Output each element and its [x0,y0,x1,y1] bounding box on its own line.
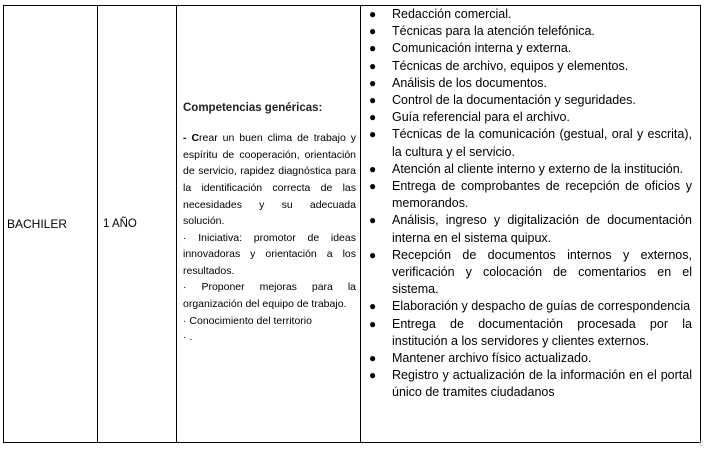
duration-cell [98,6,177,443]
task-item [367,109,692,126]
task-item [367,126,692,160]
task-text: Técnicas de archivo, equipos y elementos. [392,58,629,73]
task-item [367,92,692,109]
bullet-icon: ● [369,7,377,21]
table-row [4,6,701,443]
task-text: Recepción de documentos internos y externos, verificación y colocación de comentarios en el sistema. [392,247,692,297]
task-text: Entrega de comprobantes de recepción de oficios y memorandos. [392,179,692,211]
tasks-list [367,6,692,402]
bullet-icon: ● [369,75,377,90]
bullet-icon: ● [369,179,377,194]
task-item [367,298,692,315]
task-text: Análisis, ingreso y digitalización de documentación interna en el sistema quipux. [392,213,692,245]
task-text: Redacción comercial. [392,7,512,21]
competency-item: · . [183,331,193,344]
level-text: BACHILER [7,217,68,231]
task-text: Control de la documentación y seguridades. [392,93,636,108]
bullet-icon: ● [369,161,377,176]
bullet-icon: ● [369,351,377,366]
competency-item: - Crear un buen clima de trabajo y espíritu de cooperación, orientación de servicio, rapidez diagnóstica para la identificación correcta de las necesidades y su adecuada solución. [183,132,357,228]
task-text: Técnicas para la atención telefónica. [392,24,595,39]
task-text: Técnicas de la comunicación (gestual, oral y escrita), la cultura y el servicio. [392,127,692,159]
task-item [367,40,692,57]
competency-item: · Conocimiento del territorio [183,314,312,327]
bullet-icon: ● [369,58,377,73]
task-text: Entrega de documentación procesada por la institución a los servidores y clientes externos. [392,316,692,348]
tasks-cell [361,6,701,443]
task-item [367,161,692,178]
bullet-icon: ● [369,93,377,108]
task-item [367,212,692,246]
task-text: Elaboración y despacho de guías de correspondencia [392,299,691,314]
competency-item: · Proponer mejoras para la organización del equipo de trabajo. [183,281,356,311]
task-text: Análisis de los documentos. [392,75,547,90]
bullet-icon: ● [369,213,377,228]
task-text: Mantener archivo físico actualizado. [392,351,592,366]
task-text: Registro y actualización de la información en el portal único de tramites ciudadanos [392,368,692,400]
bullet-icon: ● [369,24,377,39]
task-text: Comunicación interna y externa. [392,41,572,56]
bullet-icon: ● [369,41,377,56]
task-item [367,350,692,367]
task-item [367,58,692,75]
bullet-icon: ● [369,127,377,142]
task-item [367,23,692,40]
competencies-cell [177,6,361,443]
curriculum-table [3,5,701,443]
task-text: Atención al cliente interno y externo de la institución. [392,161,684,176]
corner-mark: c [699,438,704,448]
bullet-icon: ● [369,316,377,331]
bullet-icon: ● [369,299,377,314]
bullet-icon: ● [369,247,377,262]
task-text: Guía referencial para el archivo. [392,110,570,125]
bullet-icon: ● [369,368,377,383]
level-cell [4,6,98,443]
task-item [367,316,692,350]
task-item [367,6,692,23]
duration-text: 1 AÑO [103,218,137,230]
task-item [367,367,692,401]
competencies-title: Competencias genéricas: [183,102,323,115]
task-item [367,178,692,212]
competency-item: · Iniciativa: promotor de ideas innovadoras y orientación a los resultados. [183,231,356,277]
bullet-icon: ● [369,110,377,125]
task-item [367,247,692,299]
task-item [367,75,692,92]
